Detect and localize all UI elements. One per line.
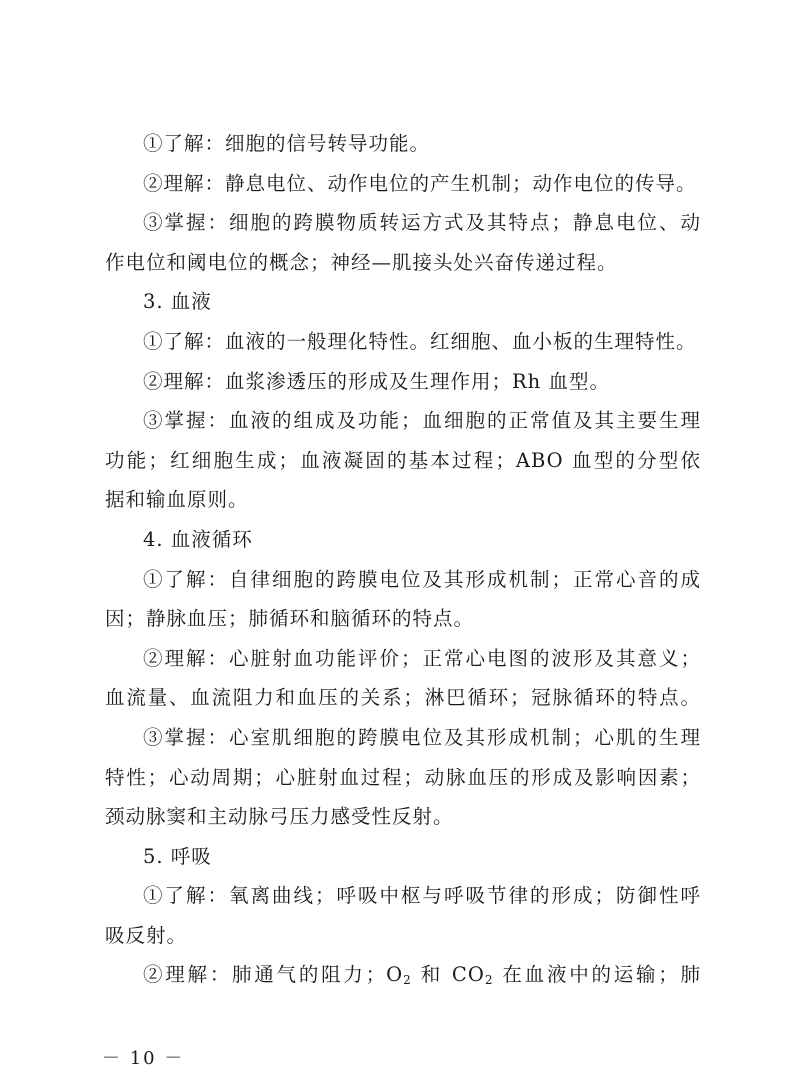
text-line: 吸反射。 bbox=[105, 923, 188, 947]
document-body bbox=[105, 124, 701, 995]
text-line: ③掌握：心室肌细胞的跨膜电位及其形成机制；心肌的生理 bbox=[143, 725, 701, 749]
text-line: 血流量、血流阻力和血压的关系；淋巴循环；冠脉循环的特点。 bbox=[105, 686, 701, 710]
text-line: ②理解：血浆渗透压的形成及生理作用；Rh 血型。 bbox=[143, 369, 610, 393]
text-line: 特性；心动周期；心脏射血过程；动脉血压的形成及影响因素； bbox=[105, 765, 701, 789]
section-heading: 3. 血液 bbox=[143, 290, 212, 314]
text-line: ①了解：血液的一般理化特性。红细胞、血小板的生理特性。 bbox=[143, 329, 697, 353]
text-line: ①了解：氧离曲线；呼吸中枢与呼吸节律的形成；防御性呼 bbox=[143, 884, 701, 908]
text-line: ②理解：心脏射血功能评价；正常心电图的波形及其意义； bbox=[143, 646, 701, 670]
text-line: ②理解：静息电位、动作电位的产生机制；动作电位的传导。 bbox=[143, 171, 697, 195]
text-line-with-formula bbox=[105, 955, 701, 995]
text-line: ③掌握：血液的组成及功能；血细胞的正常值及其主要生理 bbox=[143, 409, 701, 433]
text-line: 功能；红细胞生成；血液凝固的基本过程；ABO 血型的分型依 bbox=[105, 448, 701, 472]
section-heading: 4. 血液循环 bbox=[143, 527, 253, 551]
text-segment: 在血液中的运输；肺 bbox=[493, 963, 702, 987]
text-line: 因；静脉血压；肺循环和脑循环的特点。 bbox=[105, 607, 475, 631]
text-line: ①了解：自律细胞的跨膜电位及其形成机制；正常心音的成 bbox=[143, 567, 701, 591]
subscript: 2 bbox=[403, 973, 412, 988]
text-line: ③掌握：细胞的跨膜物质转运方式及其特点；静息电位、动 bbox=[143, 211, 701, 235]
text-line: 作电位和阈电位的概念；神经—肌接头处兴奋传递过程。 bbox=[105, 250, 618, 274]
page-number: － 10 － bbox=[102, 1048, 185, 1069]
text-line: ①了解：细胞的信号转导功能。 bbox=[143, 132, 431, 155]
text-line: 颈动脉窦和主动脉弓压力感受性反射。 bbox=[105, 805, 454, 829]
text-segment: 和 CO bbox=[411, 963, 485, 987]
subscript: 2 bbox=[484, 973, 494, 988]
text-segment: ②理解：肺通气的阻力；O bbox=[143, 963, 404, 987]
text-line: 据和输血原则。 bbox=[105, 488, 249, 512]
section-heading: 5. 呼吸 bbox=[143, 844, 212, 868]
